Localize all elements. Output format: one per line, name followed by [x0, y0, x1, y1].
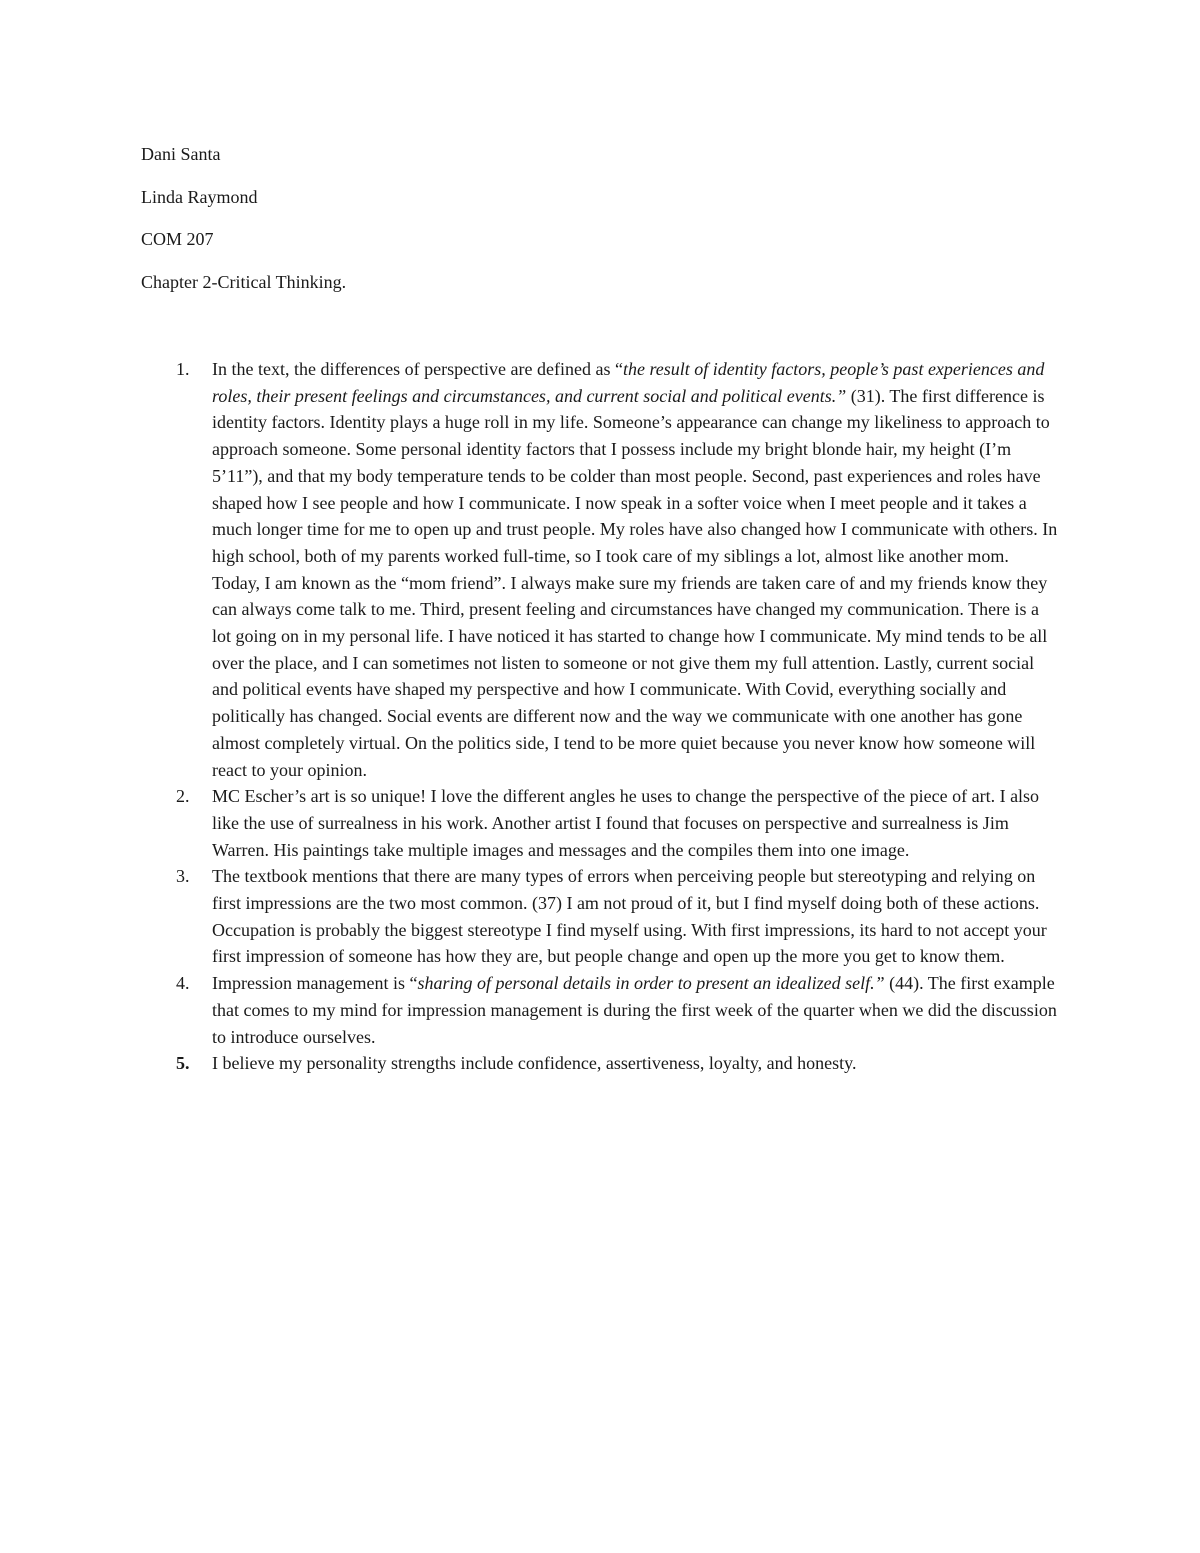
answer-text — [212, 356, 1061, 783]
answer-intro: Impression management is “ — [212, 973, 418, 994]
answer-number: 2. — [176, 786, 190, 807]
answer-text: I believe my personality strengths include confidence, assertiveness, loyalty, and honesty. — [212, 1053, 857, 1074]
answer-quote: the result of identity factors, people’s past experiences and roles, their present feelings and circumstances, and current social and political events.” — [212, 359, 1045, 406]
document-header — [141, 143, 1041, 313]
answer-intro: In the text, the differences of perspective are defined as “ — [212, 359, 623, 379]
student-name: Dani Santa — [141, 144, 221, 164]
answer-number: 4. — [176, 973, 190, 994]
answer-item-3 — [141, 863, 1061, 970]
answer-body: (31). The first difference is identity factors. Identity plays a huge roll in my life. Someone’s appearance can change my likeliness to approach to approach someone. Some personal identity factors that I possess include my bright blonde hair, my height (I’m 5’11”), and that my body temperature tends to be colder than most people. Second, past experiences and roles have shaped how I see people and how I communicate. I now speak in a softer voice when I meet people and it takes a much longer time for me to open up and trust people. My roles have also changed how I communicate with others. In high school, both of my parents worked full-time, so I took care of my siblings a lot, almost like another mom. Today, I am known as the “mom friend”. I always make sure my friends are taken care of and my friends know they can always come talk to me. Third, present feeling and circumstances have changed my communication. There is a lot going on in my personal life. I have noticed it has started to change how I communicate. My mind tends to be all over the place, and I can sometimes not listen to someone or not give them my full attention. Lastly, current social and political events have shaped my perspective and how I communicate. With Covid, everything socially and politically has changed. Social events are different now and the way we communicate with one another has gone almost completely virtual. On the politics side, I tend to be more quiet because you never know how someone will react to your opinion. — [212, 385, 1058, 780]
answer-item-4 — [141, 970, 1061, 1050]
answer-item-5 — [141, 1050, 1061, 1077]
answer-item-1 — [141, 356, 1061, 783]
answer-text — [212, 970, 1061, 1050]
answer-body: (44). The first example that comes to my mind for impression management is during the first week of the quarter when we did the discussion to introduce ourselves. — [212, 973, 1057, 1047]
answer-text: MC Escher’s art is so unique! I love the different angles he uses to change the perspective of the piece of art. I also like the use of surrealness in his work. Another artist I found that focuses on perspective and surrealness is Jim Warren. His paintings take multiple images and messages and the compiles them into one image. — [212, 786, 1040, 860]
answer-list — [141, 356, 1061, 1077]
course-code: COM 207 — [141, 229, 214, 249]
answer-number: 5. — [176, 1053, 190, 1074]
answer-item-2 — [141, 783, 1061, 863]
answer-number: 1. — [176, 359, 190, 379]
assignment-title: Chapter 2-Critical Thinking. — [141, 271, 347, 292]
instructor-name: Linda Raymond — [141, 186, 258, 207]
answer-text: The textbook mentions that there are many types of errors when perceiving people but stereotyping and relying on first impressions are the two most common. (37) I am not proud of it, but I find myself doing both of these actions. Occupation is probably the biggest stereotype I find myself using. With first impressions, its hard to not accept your first impression of someone has how they are, but people change and open up the more you get to know them. — [212, 866, 1047, 967]
answer-number: 3. — [176, 866, 190, 887]
answer-quote: sharing of personal details in order to present an idealized self.” — [417, 973, 885, 994]
